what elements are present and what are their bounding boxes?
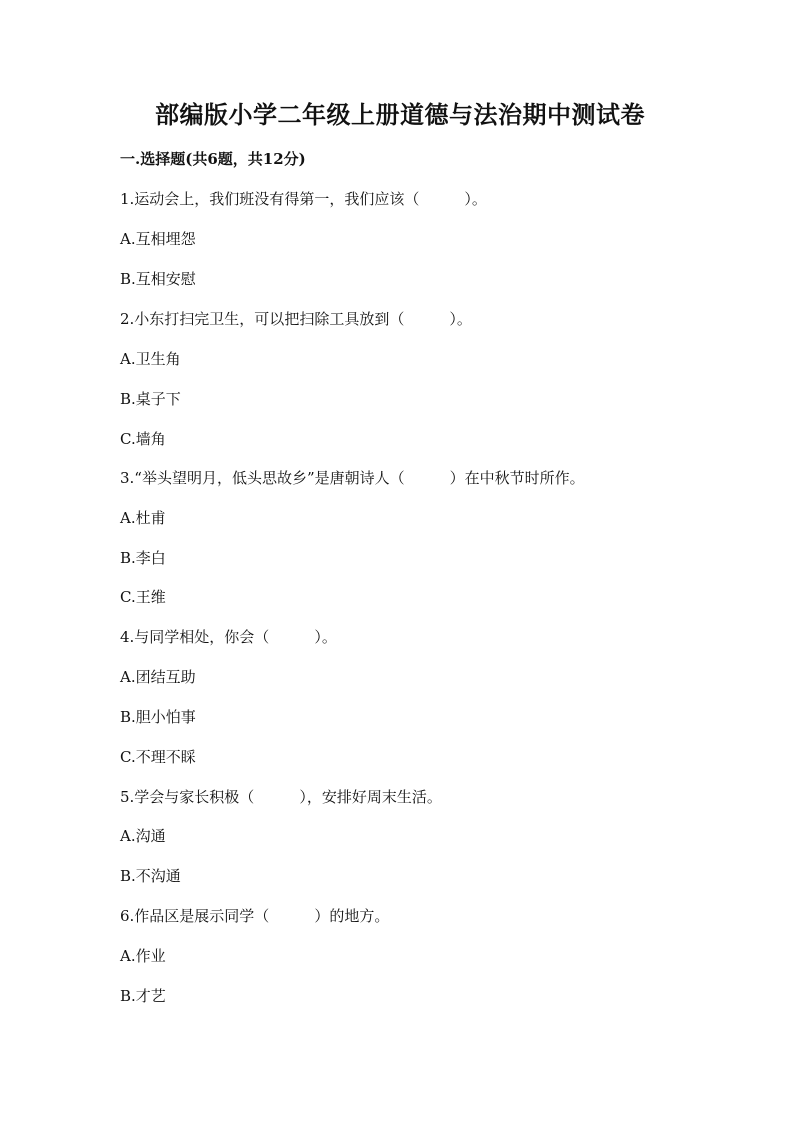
- question-4-option-a: A.团结互助: [120, 668, 196, 686]
- question-6-option-b: B.才艺: [120, 987, 166, 1005]
- question-2-stem: 2.小东打扫完卫生，可以把扫除工具放到（ ）。: [120, 310, 472, 328]
- question-4-option-c: C.不理不睬: [120, 748, 196, 766]
- question-2-option-b: B.桌子下: [120, 390, 181, 408]
- question-4-option-b: B.胆小怕事: [120, 708, 196, 726]
- section-heading: 一.选择题(共6题，共12分): [120, 150, 306, 168]
- question-4-stem: 4.与同学相处，你会（ ）。: [120, 628, 337, 646]
- question-5-option-a: A.沟通: [120, 827, 166, 845]
- question-1-option-a: A.互相埋怨: [120, 230, 196, 248]
- question-5-option-b: B.不沟通: [120, 867, 181, 885]
- page-title: 部编版小学二年级上册道德与法治期中测试卷: [155, 100, 645, 129]
- question-2-option-c: C.墙角: [120, 430, 166, 448]
- question-5-stem: 5.学会与家长积极（ ），安排好周末生活。: [120, 788, 442, 806]
- question-3-option-b: B.李白: [120, 549, 166, 567]
- question-1-stem: 1.运动会上，我们班没有得第一，我们应该（ ）。: [120, 190, 487, 208]
- question-2-option-a: A.卫生角: [120, 350, 181, 368]
- question-3-stem: 3.“举头望明月，低头思故乡”是唐朝诗人（ ）在中秋节时所作。: [120, 469, 585, 487]
- question-1-option-b: B.互相安慰: [120, 270, 196, 288]
- question-3-option-c: C.王维: [120, 588, 166, 606]
- question-6-option-a: A.作业: [120, 947, 166, 965]
- question-3-option-a: A.杜甫: [120, 509, 166, 527]
- question-6-stem: 6.作品区是展示同学（ ）的地方。: [120, 907, 390, 925]
